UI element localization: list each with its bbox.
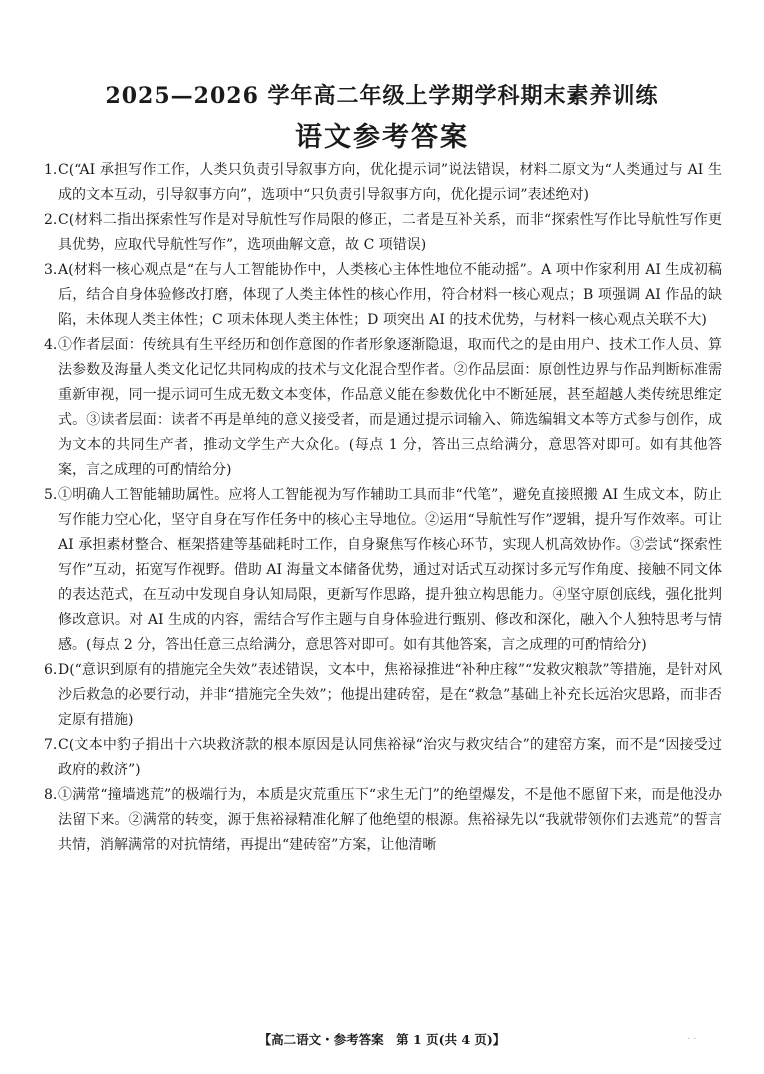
answer-number: 4.: [44, 337, 58, 353]
document-title: 语文参考答案: [295, 122, 469, 153]
answer-text: A(材料一核心观点是“在与人工智能协作中，人类核心主体性地位不能动摇”。A 项中作家利用 AI 生成初稿后，结合自身体验修改打磨，体现了人类主体性的核心作用，符合材料一核心观点；B 项强调 AI 作品的缺陷，未体现人类主体性；C 项未体现人类主体性；D 项突出 AI 的技术优势，与材料一核心观点关联不大): [58, 262, 722, 328]
answer-number: 1.: [44, 162, 58, 178]
answer-text: C(“AI 承担写作工作，人类只负责引导叙事方向，优化提示词”说法错误，材料二原文为“人类通过与 AI 生成的文本互动，引导叙事方向”，选项中“只负责引导叙事方向，优化提示词”表述绝对): [58, 162, 722, 203]
answer-number: 8.: [44, 787, 58, 803]
answer-text: C(文本中豹子捐出十六块救济款的根本原因是认同焦裕禄“治灾与救灾结合”的建窑方案，而不是“因接受过政府的救济”): [58, 737, 722, 778]
answer-text: D(“意识到原有的措施完全失效”表述错误，文本中，焦裕禄推进“补种庄稼”“发救灾粮款”等措施，是针对风沙后救急的必要行动，并非“措施完全失效”；他提出建砖窑，是在“救急”基础上补充长远治灾思路，而非否定原有措施): [58, 662, 722, 728]
answer-item-3: [44, 258, 722, 333]
answer-text: ①作者层面：传统具有生平经历和创作意图的作者形象逐渐隐退，取而代之的是由用户、技术工作人员、算法参数及海量人类文化记忆共同构成的技术与文化混合型作者。②作品层面：原创性边界与作品判断标准需重新审视，同一提示词可生成无数文本变体，作品意义能在参数优化中不断延展，甚至超越人类传统思维定式。③读者层面：读者不再是单纯的意义接受者，而是通过提示词输入、筛选编辑文本等方式参与创作，成为文本的共同生产者，推动文学生产大众化。(每点 1 分，答出三点给满分，意思答对即可。如有其他答案，言之成理的可酌情给分): [58, 337, 722, 478]
corner-mark: · ·: [687, 1034, 697, 1045]
answer-item-6: [44, 658, 722, 733]
answer-number: 5.: [44, 487, 58, 503]
answer-item-1: [44, 158, 722, 208]
page-header: [0, 80, 764, 158]
answer-list: [44, 158, 722, 858]
answer-number: 3.: [44, 262, 58, 278]
answer-item-4: [44, 333, 722, 483]
answer-item-7: [44, 733, 722, 783]
answer-text: ①明确人工智能辅助属性。应将人工智能视为写作辅助工具而非“代笔”，避免直接照搬 AI 生成文本，防止写作能力空心化，坚守自身在写作任务中的核心主导地位。②运用“导航性写作”逻辑，提升写作效率。可让 AI 承担素材整合、框架搭建等基础耗时工作，自身聚焦写作核心环节，实现人机高效协作。③尝试“探索性写作”互动，拓宽写作视野。借助 AI 海量文本储备优势，通过对话式互动探讨多元写作角度、接触不同文体的表达范式，在互动中发现自身认知局限，更新写作思路，提升独立构思能力。④坚守原创底线，强化批判修改意识。对 AI 生成的内容，需结合写作主题与自身体验进行甄别、修改和深化，融入个人独特思考与情感。(每点 2 分，答出任意三点给满分，意思答对即可。如有其他答案，言之成理的可酌情给分): [58, 487, 722, 653]
answer-number: 6.: [44, 662, 58, 678]
answer-text: C(材料二指出探索性写作是对导航性写作局限的修正，二者是互补关系，而非“探索性写作比导航性写作更具优势，应取代导航性写作”，选项曲解文意，故 C 项错误): [58, 212, 722, 253]
answer-number: 7.: [44, 737, 58, 753]
answer-item-5: [44, 483, 722, 658]
answer-text: ①满常“撞墙逃荒”的极端行为，本质是灾荒重压下“求生无门”的绝望爆发，不是他不愿留下来，而是他没办法留下来。②满常的转变，源于焦裕禄精准化解了他绝望的根源。焦裕禄先以“我就带领你们去逃荒”的誓言共情，消解满常的对抗情绪，再提出“建砖窑”方案，让他清晰: [58, 787, 722, 853]
answer-number: 2.: [44, 212, 58, 228]
answer-item-8: [44, 783, 722, 858]
page-footer: 【高二语文・参考答案 第 1 页(共 4 页)】: [258, 1032, 506, 1047]
exam-title: 2025—2026 学年高二年级上学期学科期末素养训练: [105, 83, 659, 109]
answer-item-2: [44, 208, 722, 258]
